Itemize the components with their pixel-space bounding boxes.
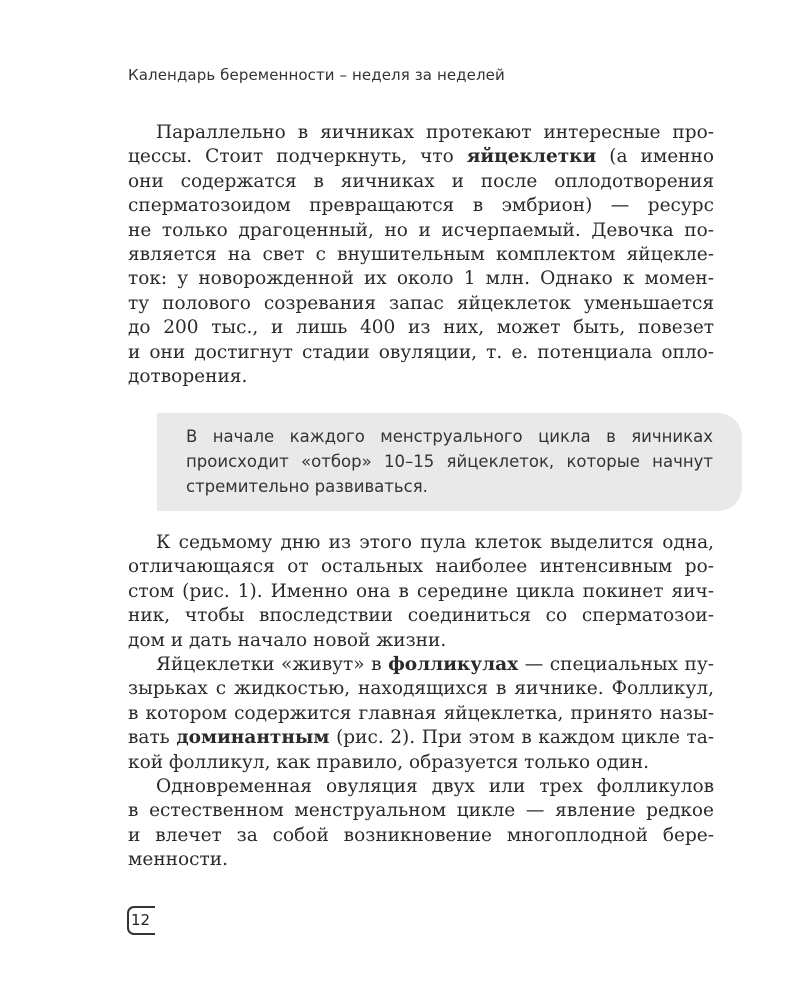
text-line: Параллельно в яичниках протекают интересные про- xyxy=(156,122,714,143)
callout-line: происходит «отбор» 10–15 яйцеклеток, которые начнут xyxy=(186,452,713,471)
text-line: цессы. Стоит подчеркнуть, что яйцеклетки (а именно xyxy=(128,146,714,168)
text-line: ник, чтобы впоследствии соединиться со сперматозои- xyxy=(128,605,714,627)
text-line: в котором содержится главная яйцеклетка, принято назы- xyxy=(128,702,714,724)
page-number: 12 xyxy=(127,906,155,935)
text-line: они содержатся в яичниках и после оплодотворения xyxy=(128,170,714,192)
callout-box xyxy=(157,413,742,511)
text-line: кой фолликул, как правило, образуется только один. xyxy=(128,751,650,773)
text-line: вать доминантным (рис. 2). При этом в каждом цикле та- xyxy=(128,727,714,749)
text-line: зырьках с жидкостью, находящихся в яичнике. Фолликул, xyxy=(128,678,714,700)
text-line: является на свет с внушительным комплектом яйцекле- xyxy=(128,244,714,266)
text-line: до 200 тыс., и лишь 400 из них, может быть, повезет xyxy=(128,317,714,339)
text-line: дотворения. xyxy=(128,366,248,388)
text-line: Одновременная овуляция двух или трех фолликулов xyxy=(156,776,714,798)
running-header: Календарь беременности – неделя за неделей xyxy=(128,66,505,84)
text-line: К седьмому дню из этого пула клеток выделится одна, xyxy=(156,532,714,553)
text-line: Яйцеклетки «живут» в фолликулах — специальных пу- xyxy=(156,654,714,676)
term-follicles: фолликулах xyxy=(388,654,519,676)
text-line: и они достигнут стадии овуляции, т. е. потенциала опло- xyxy=(128,341,714,363)
text-line: дом и дать начало новой жизни. xyxy=(128,629,447,651)
text-line: ту полового созревания запас яйцеклеток уменьшается xyxy=(128,292,714,314)
paragraph-follicles xyxy=(128,531,714,873)
text-line: ток: у новорожденной их около 1 млн. Однако к момен- xyxy=(128,268,714,290)
term-eggs: яйцеклетки xyxy=(466,146,597,168)
term-dominant: доминантным xyxy=(176,727,330,749)
text-line: стом (рис. 1). Именно она в середине цикла покинет яич- xyxy=(128,580,714,602)
paragraph-ovaries xyxy=(128,121,714,389)
text-line: отличающаяся от остальных наиболее интенсивным ро- xyxy=(128,556,714,578)
text-line: в естественном менструальном цикле — явление редкое xyxy=(128,800,714,822)
text-line: менности. xyxy=(128,849,228,871)
text-line: и влечет за собой возникновение многоплодной бере- xyxy=(128,824,714,846)
text-line: сперматозоидом превращаются в эмбрион) — ресурс xyxy=(128,195,714,217)
callout-text xyxy=(186,424,713,499)
callout-line: стремительно развиваться. xyxy=(186,477,428,496)
text-line: не только драгоценный, но и исчерпаемый. Девочка по- xyxy=(128,219,714,241)
callout-line: В начале каждого менструального цикла в яичниках xyxy=(186,427,713,446)
